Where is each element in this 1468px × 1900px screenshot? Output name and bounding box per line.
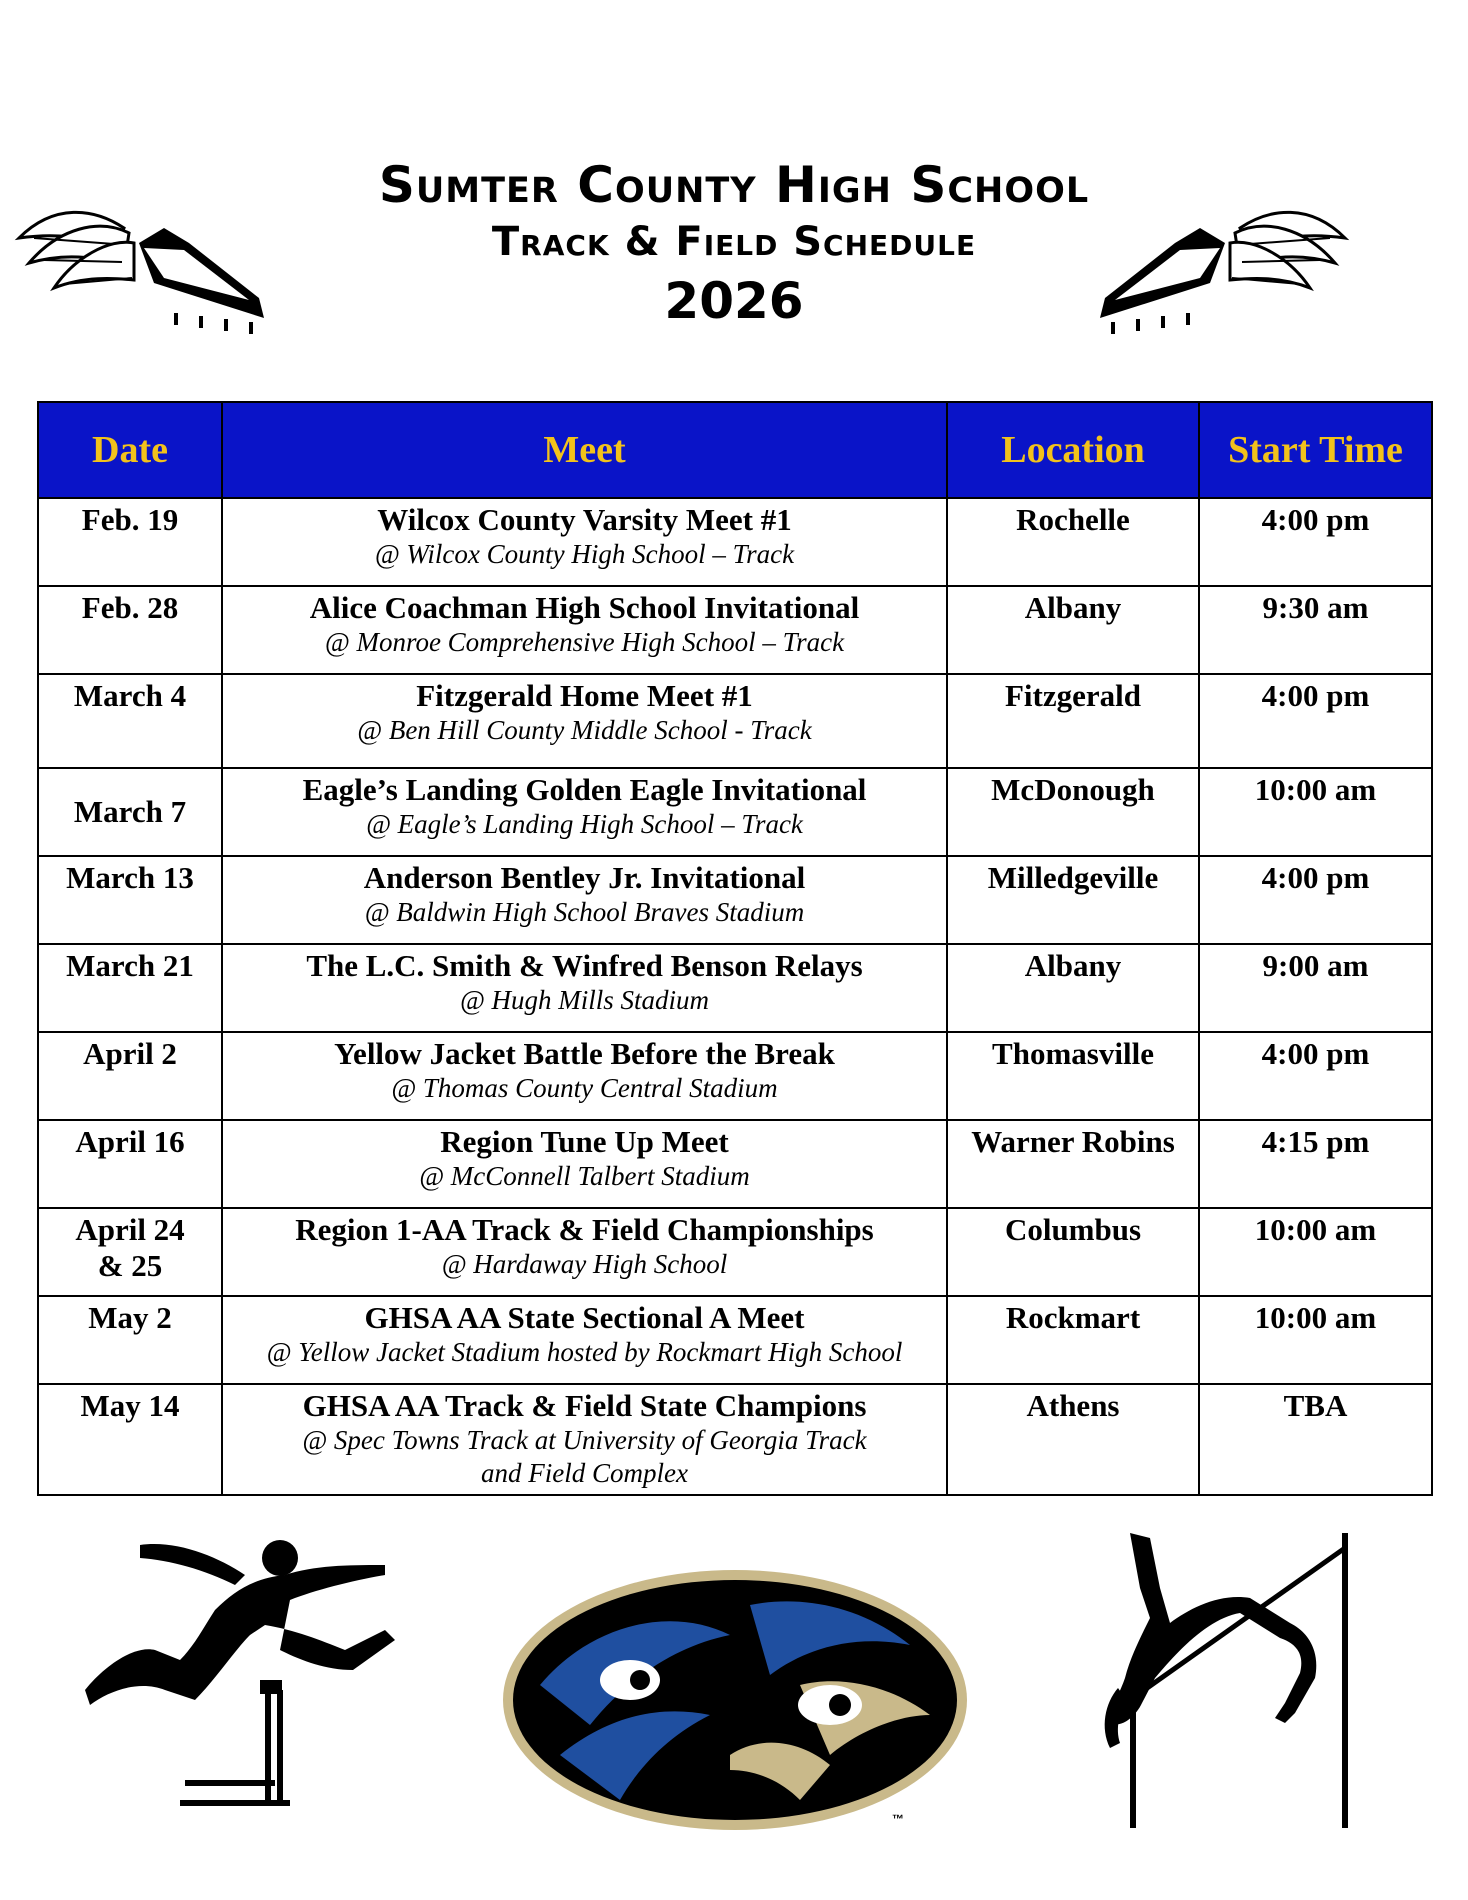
- meet-cell: [222, 586, 947, 674]
- start-time-cell: 10:00 am: [1199, 1296, 1432, 1384]
- start-time-cell: 4:15 pm: [1199, 1120, 1432, 1208]
- meet-name: GHSA AA Track & Field State Champions: [302, 1388, 867, 1423]
- meet-venue: @ Yellow Jacket Stadium hosted by Rockmart High School: [266, 1337, 903, 1367]
- date-cell: March 13: [38, 856, 222, 944]
- table-row: [38, 1296, 1432, 1384]
- meet-venue: @ Baldwin High School Braves Stadium: [364, 897, 805, 927]
- table-header-row: [38, 402, 1432, 498]
- meet-cell: [222, 768, 947, 856]
- date-cell: March 7: [38, 768, 222, 856]
- date-cell: Feb. 28: [38, 586, 222, 674]
- meet-venue: @ Wilcox County High School – Track: [374, 539, 795, 569]
- table-row: [38, 1208, 1432, 1296]
- meet-name: GHSA AA State Sectional A Meet: [364, 1300, 805, 1335]
- location-cell: Fitzgerald: [947, 674, 1199, 768]
- schedule-title: Track & Field Schedule: [491, 219, 977, 265]
- meet-venue: @ Thomas County Central Stadium: [391, 1073, 778, 1103]
- start-time-cell: 10:00 am: [1199, 768, 1432, 856]
- location-cell: Rochelle: [947, 498, 1199, 586]
- column-header-date: Date: [38, 402, 222, 498]
- start-time-cell: 9:00 am: [1199, 944, 1432, 1032]
- meet-name: Anderson Bentley Jr. Invitational: [363, 860, 806, 895]
- start-time-cell: 4:00 pm: [1199, 856, 1432, 944]
- meet-cell: [222, 1208, 947, 1296]
- high-jumper-silhouette: [1080, 1528, 1360, 1828]
- column-header-location: Location: [947, 402, 1199, 498]
- meet-venue: @ Spec Towns Track at University of Georgia Track and Field Complex: [302, 1425, 867, 1488]
- meet-venue: @ McConnell Talbert Stadium: [419, 1161, 750, 1191]
- schedule-year: 2026: [664, 272, 804, 330]
- table-row: [38, 856, 1432, 944]
- date-cell: April 16: [38, 1120, 222, 1208]
- trademark-symbol: ™: [892, 1812, 904, 1826]
- meet-cell: [222, 498, 947, 586]
- winged-shoe-icon: [1090, 188, 1350, 338]
- table-row: [38, 1384, 1432, 1495]
- meet-venue: @ Eagle’s Landing High School – Track: [366, 809, 803, 839]
- column-header-meet: Meet: [222, 402, 947, 498]
- start-time-cell: 4:00 pm: [1199, 674, 1432, 768]
- date-cell: May 2: [38, 1296, 222, 1384]
- date-cell: Feb. 19: [38, 498, 222, 586]
- date-cell: April 24 & 25: [38, 1208, 222, 1296]
- date-cell: April 2: [38, 1032, 222, 1120]
- table-row: [38, 768, 1432, 856]
- location-cell: Thomasville: [947, 1032, 1199, 1120]
- meet-venue: @ Hardaway High School: [441, 1249, 728, 1279]
- location-cell: Columbus: [947, 1208, 1199, 1296]
- start-time-cell: TBA: [1199, 1384, 1432, 1495]
- meet-cell: [222, 856, 947, 944]
- meet-cell: [222, 1296, 947, 1384]
- meet-cell: [222, 1384, 947, 1495]
- meet-name: Eagle’s Landing Golden Eagle Invitational: [302, 772, 867, 807]
- meet-name: Yellow Jacket Battle Before the Break: [334, 1036, 835, 1071]
- schedule-table: [37, 401, 1433, 1496]
- location-cell: Rockmart: [947, 1296, 1199, 1384]
- location-cell: Milledgeville: [947, 856, 1199, 944]
- meet-venue: @ Monroe Comprehensive High School – Track: [324, 627, 845, 657]
- table-row: [38, 1120, 1432, 1208]
- start-time-cell: 4:00 pm: [1199, 1032, 1432, 1120]
- meet-cell: [222, 944, 947, 1032]
- school-name: Sumter County High School: [378, 156, 1090, 214]
- date-cell: March 4: [38, 674, 222, 768]
- start-time-cell: 10:00 am: [1199, 1208, 1432, 1296]
- meet-cell: [222, 1032, 947, 1120]
- start-time-cell: 4:00 pm: [1199, 498, 1432, 586]
- start-time-cell: 9:30 am: [1199, 586, 1432, 674]
- meet-venue: @ Ben Hill County Middle School - Track: [357, 715, 812, 745]
- meet-cell: [222, 674, 947, 768]
- location-cell: Albany: [947, 944, 1199, 1032]
- meet-name: Wilcox County Varsity Meet #1: [377, 502, 792, 537]
- date-cell: March 21: [38, 944, 222, 1032]
- date-cell: May 14: [38, 1384, 222, 1495]
- meet-name: Fitzgerald Home Meet #1: [416, 678, 753, 713]
- location-cell: McDonough: [947, 768, 1199, 856]
- meet-venue: @ Hugh Mills Stadium: [459, 985, 710, 1015]
- winged-shoe-icon: [14, 188, 274, 338]
- meet-cell: [222, 1120, 947, 1208]
- meet-name: Alice Coachman High School Invitational: [309, 590, 860, 625]
- location-cell: Warner Robins: [947, 1120, 1199, 1208]
- table-row: [38, 1032, 1432, 1120]
- location-cell: Albany: [947, 586, 1199, 674]
- table-row: [38, 498, 1432, 586]
- hurdler-silhouette: [85, 1530, 400, 1820]
- eagle-logo: [500, 1565, 980, 1840]
- meet-name: Region 1-AA Track & Field Championships: [295, 1212, 874, 1247]
- meet-name: Region Tune Up Meet: [440, 1124, 729, 1159]
- column-header-start-time: Start Time: [1199, 402, 1432, 498]
- table-row: [38, 586, 1432, 674]
- table-row: [38, 674, 1432, 768]
- table-row: [38, 944, 1432, 1032]
- location-cell: Athens: [947, 1384, 1199, 1495]
- meet-name: The L.C. Smith & Winfred Benson Relays: [306, 948, 863, 983]
